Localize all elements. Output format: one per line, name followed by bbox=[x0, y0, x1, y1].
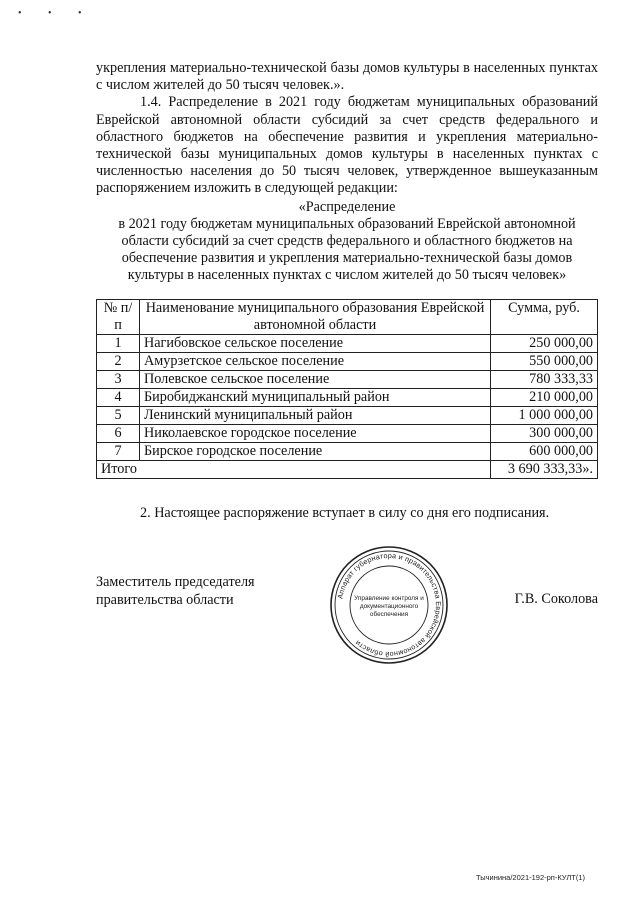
heading-text: в 2021 году бюджетам муниципальных образований Еврейской автономной области субсидий за счет средств федерального и областного бюджетов на обеспечение развития и укрепления материально-технической базы домов культуры в населенных пунктах с числом жителей до 50 тысяч человек» bbox=[118, 215, 576, 284]
table-row bbox=[97, 406, 598, 424]
scan-marks: • • • bbox=[18, 8, 94, 19]
cell-num: 5 bbox=[97, 406, 140, 424]
cell-name: Николаевское городское поселение bbox=[140, 424, 491, 442]
cell-name: Полевское сельское поселение bbox=[140, 370, 491, 388]
distribution-table bbox=[96, 299, 598, 479]
cell-name: Амурзетское сельское поселение bbox=[140, 352, 491, 370]
stamp-center-line3: обеспечения bbox=[369, 611, 409, 618]
cell-num: 7 bbox=[97, 442, 140, 460]
cell-sum: 210 000,00 bbox=[491, 388, 598, 406]
cell-num: 2 bbox=[97, 352, 140, 370]
intro-continuation: укрепления материально-технической базы домов культуры в населенных пунктах с числом жителей до 50 тысяч человек.». bbox=[96, 60, 598, 94]
stamp-ring-text: Аппарат губернатора и правительства Еврейской автономной области bbox=[335, 550, 444, 660]
cell-sum: 250 000,00 bbox=[491, 334, 598, 352]
stamp-center-line2: документационного bbox=[359, 603, 419, 610]
header-name: Наименование муниципального образования Еврейской автономной области bbox=[140, 299, 491, 334]
cell-name: Бирское городское поселение bbox=[140, 442, 491, 460]
table-total-row bbox=[97, 460, 598, 478]
cell-sum: 300 000,00 bbox=[491, 424, 598, 442]
signer-position bbox=[96, 574, 255, 609]
cell-name: Ленинский муниципальный район bbox=[140, 406, 491, 424]
table-row bbox=[97, 388, 598, 406]
cell-sum: 600 000,00 bbox=[491, 442, 598, 460]
cell-sum: 550 000,00 bbox=[491, 352, 598, 370]
total-label: Итого bbox=[97, 460, 491, 478]
table-header-row bbox=[97, 299, 598, 334]
header-sum: Сумма, руб. bbox=[491, 299, 598, 334]
cell-num: 6 bbox=[97, 424, 140, 442]
document-footer-code: Тычинина/2021-192-рп-КУЛТ(1) bbox=[475, 873, 585, 882]
cell-sum: 1 000 000,00 bbox=[491, 406, 598, 424]
clause-2: 2. Настоящее распоряжение вступает в силу со дня его подписания. bbox=[140, 505, 550, 521]
cell-sum: 780 333,33 bbox=[491, 370, 598, 388]
cell-num: 4 bbox=[97, 388, 140, 406]
cell-name: Биробиджанский муниципальный район bbox=[140, 388, 491, 406]
header-num: № п/п bbox=[97, 299, 140, 334]
table-row bbox=[97, 424, 598, 442]
total-sum: 3 690 333,33». bbox=[491, 460, 598, 478]
signer-position-line2: правительства области bbox=[96, 591, 234, 608]
table-row bbox=[97, 370, 598, 388]
table-row bbox=[97, 442, 598, 460]
signer-name: Г.В. Соколова bbox=[514, 591, 598, 607]
document-body bbox=[96, 60, 598, 479]
stamp-center-line1: Управление контроля и bbox=[354, 595, 424, 602]
table-row bbox=[97, 334, 598, 352]
signer-position-line1: Заместитель председателя bbox=[96, 574, 255, 590]
heading-quote-open: «Распределение bbox=[298, 198, 396, 215]
table-row bbox=[97, 352, 598, 370]
official-stamp bbox=[328, 544, 450, 666]
cell-num: 1 bbox=[97, 334, 140, 352]
cell-name: Нагибовское сельское поселение bbox=[140, 334, 491, 352]
paragraph-1-4: 1.4. Распределение в 2021 году бюджетам муниципальных образований Еврейской автономной области субсидий за счет средств федерального и областного бюджетов на обеспечение развития и укрепления материально-технической базы муниципальных домов культуры в населенных пунктах с численностью населения до 50 тысяч человек, утвержденное вышеуказанным распоряжением изложить в следующей редакции: bbox=[96, 94, 598, 197]
cell-num: 3 bbox=[97, 370, 140, 388]
